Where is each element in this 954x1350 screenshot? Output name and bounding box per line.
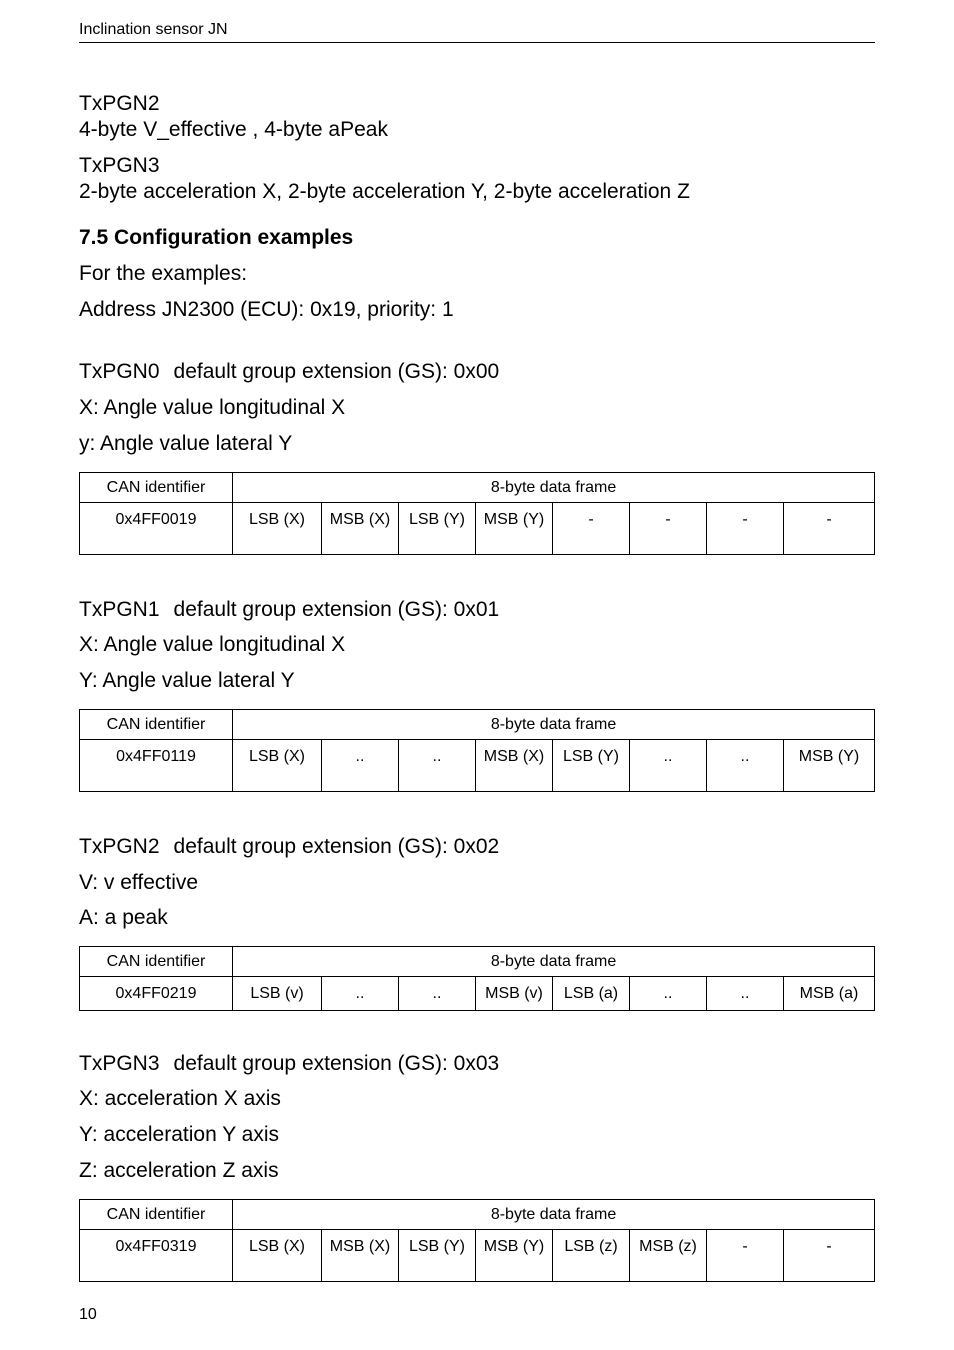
byte-cell: - — [707, 503, 784, 555]
byte-cell: .. — [322, 740, 399, 792]
example-desc: default group extension (GS): 0x03 — [173, 1052, 500, 1075]
example-var: X: Angle value longitudinal X — [79, 633, 346, 656]
byte-cell: LSB (z) — [553, 1230, 630, 1282]
can-id-header: CAN identifier — [80, 947, 233, 977]
intro-line: 2-byte acceleration X, 2-byte acceleration Y, 2-byte acceleration Z — [79, 180, 690, 203]
example-desc: default group extension (GS): 0x00 — [173, 360, 500, 383]
byte-cell: .. — [399, 740, 476, 792]
byte-cell: .. — [707, 977, 784, 1011]
byte-cell: LSB (v) — [233, 977, 322, 1011]
intro-line: 4-byte V_effective , 4-byte aPeak — [79, 118, 388, 141]
byte-cell: LSB (X) — [233, 1230, 322, 1282]
intro-line: TxPGN3 — [79, 154, 160, 177]
byte-cell: MSB (a) — [784, 977, 875, 1011]
frame-header: 8-byte data frame — [233, 947, 875, 977]
byte-cell: - — [630, 503, 707, 555]
byte-cell: LSB (Y) — [399, 503, 476, 555]
byte-cell: LSB (a) — [553, 977, 630, 1011]
example-name: TxPGN3 — [79, 1052, 160, 1075]
byte-cell: .. — [630, 740, 707, 792]
byte-cell: LSB (Y) — [553, 740, 630, 792]
example-var: Y: Angle value lateral Y — [79, 669, 295, 692]
byte-cell: - — [784, 503, 875, 555]
byte-cell: MSB (X) — [322, 1230, 399, 1282]
byte-cell: - — [784, 1230, 875, 1282]
byte-cell: LSB (X) — [233, 503, 322, 555]
example-var: V: v effective — [79, 871, 199, 894]
frame-header: 8-byte data frame — [233, 473, 875, 503]
byte-cell: - — [553, 503, 630, 555]
frame-header: 8-byte data frame — [233, 710, 875, 740]
example-var: y: Angle value lateral Y — [79, 432, 293, 455]
page-number: 10 — [79, 1306, 97, 1323]
example-name: TxPGN2 — [79, 835, 160, 858]
byte-cell: .. — [630, 977, 707, 1011]
data-frame-table — [79, 709, 875, 792]
example-desc: default group extension (GS): 0x01 — [173, 598, 500, 621]
byte-cell: LSB (Y) — [399, 1230, 476, 1282]
byte-cell: LSB (X) — [233, 740, 322, 792]
byte-cell: .. — [322, 977, 399, 1011]
example-var: X: Angle value longitudinal X — [79, 396, 346, 419]
example-title — [79, 1051, 499, 1077]
byte-cell: MSB (v) — [476, 977, 553, 1011]
can-id-header: CAN identifier — [80, 710, 233, 740]
intro-line: TxPGN2 — [79, 92, 160, 115]
can-id-header: CAN identifier — [80, 1200, 233, 1230]
data-frame-table — [79, 1199, 875, 1282]
example-var: Z: acceleration Z axis — [79, 1159, 279, 1182]
byte-cell: MSB (Y) — [784, 740, 875, 792]
section-heading: 7.5 Configuration examples — [79, 226, 354, 249]
example-name: TxPGN0 — [79, 360, 160, 383]
can-id-header: CAN identifier — [80, 473, 233, 503]
running-header: Inclination sensor JN — [79, 20, 875, 43]
byte-cell: .. — [399, 977, 476, 1011]
byte-cell: MSB (z) — [630, 1230, 707, 1282]
example-var: X: acceleration X axis — [79, 1087, 281, 1110]
can-id-cell: 0x4FF0119 — [80, 740, 233, 792]
byte-cell: - — [707, 1230, 784, 1282]
byte-cell: MSB (X) — [476, 740, 553, 792]
example-title — [79, 359, 499, 385]
data-frame-table — [79, 946, 875, 1011]
byte-cell: MSB (Y) — [476, 1230, 553, 1282]
example-desc: default group extension (GS): 0x02 — [173, 835, 500, 858]
byte-cell: MSB (X) — [322, 503, 399, 555]
example-name: TxPGN1 — [79, 598, 160, 621]
data-frame-table — [79, 472, 875, 555]
byte-cell: .. — [707, 740, 784, 792]
example-title — [79, 834, 499, 860]
example-var: Y: acceleration Y axis — [79, 1123, 280, 1146]
can-id-cell: 0x4FF0319 — [80, 1230, 233, 1282]
example-title — [79, 597, 499, 623]
section-line: Address JN2300 (ECU): 0x19, priority: 1 — [79, 298, 454, 321]
frame-header: 8-byte data frame — [233, 1200, 875, 1230]
can-id-cell: 0x4FF0219 — [80, 977, 233, 1011]
example-var: A: a peak — [79, 906, 168, 929]
can-id-cell: 0x4FF0019 — [80, 503, 233, 555]
section-line: For the examples: — [79, 262, 248, 285]
byte-cell: MSB (Y) — [476, 503, 553, 555]
